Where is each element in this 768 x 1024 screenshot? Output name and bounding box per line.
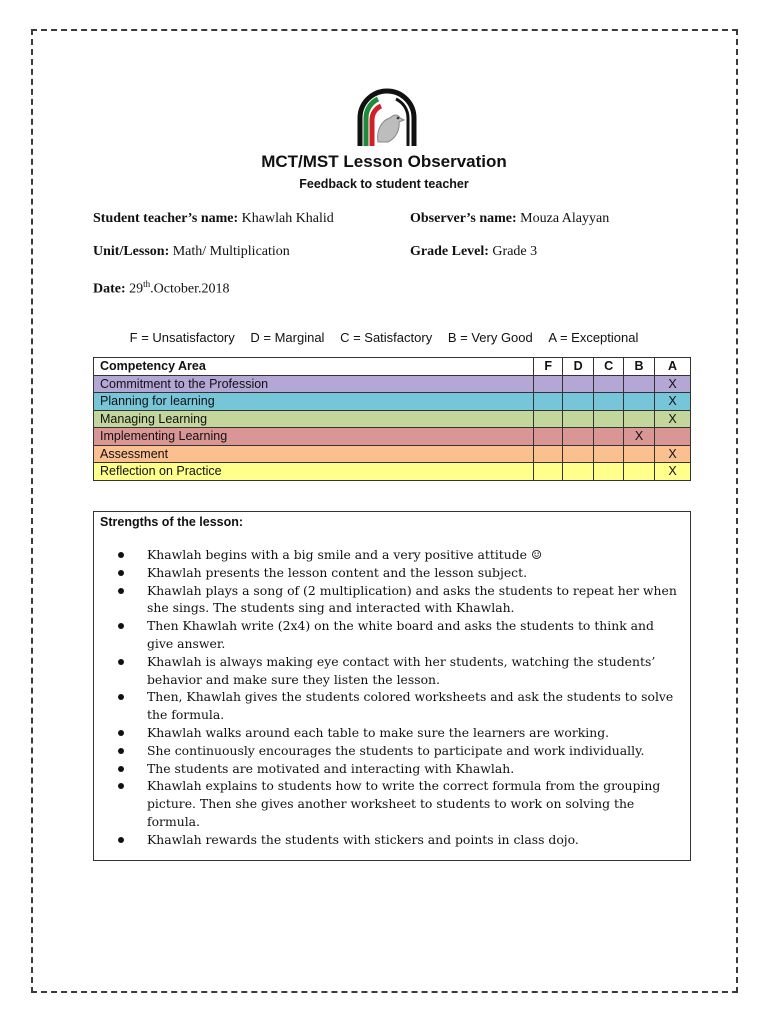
- rating-cell-a: X: [655, 463, 691, 481]
- rating-cell-f: [534, 410, 563, 428]
- list-item: Khawlah presents the lesson content and the lesson subject.: [147, 564, 680, 582]
- date-label: Date:: [93, 281, 126, 297]
- observer-label: Observer’s name:: [410, 211, 517, 226]
- rating-cell-b: X: [624, 428, 655, 446]
- legend-item: C = Satisfactory: [340, 330, 433, 345]
- rating-cell-f: [534, 445, 563, 463]
- legend-item: F = Unsatisfactory: [129, 330, 235, 345]
- table-row: [94, 463, 691, 481]
- competency-area-cell: Assessment: [94, 445, 534, 463]
- table-row: [94, 375, 691, 393]
- rating-cell-d: [563, 375, 594, 393]
- rating-cell-b: [624, 463, 655, 481]
- rating-cell-a: X: [655, 445, 691, 463]
- rating-cell-d: [563, 445, 594, 463]
- date-rest: .October.2018: [150, 281, 230, 297]
- list-item: Khawlah is always making eye contact with her students, watching the students’ behavior and make sure they listen the lesson.: [147, 653, 680, 689]
- legend-item: D = Marginal: [250, 330, 325, 345]
- rating-cell-a: [655, 428, 691, 446]
- date-suffix: th: [143, 279, 151, 289]
- list-item: Khawlah plays a song of (2 multiplication) and asks the students to repeat her when she sings. The students sing and interacted with Khawlah.: [147, 582, 680, 618]
- rating-cell-d: [563, 463, 594, 481]
- list-item: Khawlah rewards the students with stickers and points in class dojo.: [147, 831, 680, 849]
- rating-cell-b: [624, 393, 655, 411]
- header-a: A: [655, 358, 691, 376]
- table-row: [94, 428, 691, 446]
- strengths-box: [93, 511, 691, 861]
- date-day: 29: [129, 281, 144, 297]
- table-row: [94, 410, 691, 428]
- rating-cell-b: [624, 445, 655, 463]
- falcon-logo: [354, 84, 420, 146]
- unit-lesson-field: [93, 244, 290, 260]
- competency-area-cell: Reflection on Practice: [94, 463, 534, 481]
- grade-level-field: [410, 244, 537, 260]
- rating-cell-d: [563, 393, 594, 411]
- rating-legend: [0, 330, 768, 345]
- legend-item: B = Very Good: [447, 330, 533, 345]
- student-teacher-label: Student teacher’s name:: [93, 211, 239, 226]
- rating-cell-d: [563, 410, 594, 428]
- list-item: Khawlah explains to students how to write the correct formula from the grouping picture. Then she gives another worksheet to students to work on solving the formula.: [147, 777, 680, 830]
- unit-lesson-label: Unit/Lesson:: [93, 244, 170, 259]
- rating-cell-c: [594, 393, 624, 411]
- competency-area-cell: Implementing Learning: [94, 428, 534, 446]
- rating-cell-f: [534, 428, 563, 446]
- table-header-row: [94, 358, 691, 376]
- rating-cell-a: X: [655, 410, 691, 428]
- list-item: Then, Khawlah gives the students colored worksheets and ask the students to solve the formula.: [147, 688, 680, 724]
- strengths-heading: Strengths of the lesson:: [100, 515, 244, 529]
- header-f: F: [534, 358, 563, 376]
- header-c: C: [594, 358, 624, 376]
- header-competency-area: Competency Area: [94, 358, 534, 376]
- rating-cell-d: [563, 428, 594, 446]
- grade-level-label: Grade Level:: [410, 244, 489, 259]
- rating-cell-c: [594, 463, 624, 481]
- rating-cell-c: [594, 375, 624, 393]
- rating-cell-f: [534, 463, 563, 481]
- page-title: MCT/MST Lesson Observation: [261, 152, 507, 171]
- table-row: [94, 445, 691, 463]
- table-row: [94, 393, 691, 411]
- competency-area-cell: Planning for learning: [94, 393, 534, 411]
- rating-cell-c: [594, 428, 624, 446]
- rating-cell-c: [594, 445, 624, 463]
- rating-cell-f: [534, 375, 563, 393]
- header-d: D: [563, 358, 594, 376]
- unit-lesson-value: Math/ Multiplication: [172, 244, 290, 259]
- list-item: She continuously encourages the students to participate and work individually.: [147, 742, 680, 760]
- student-teacher-field: [93, 211, 334, 227]
- rating-cell-f: [534, 393, 563, 411]
- student-teacher-value: Khawlah Khalid: [241, 211, 334, 226]
- competency-table: [93, 357, 691, 481]
- competency-area-cell: Managing Learning: [94, 410, 534, 428]
- rating-cell-a: X: [655, 375, 691, 393]
- page-subtitle: Feedback to student teacher: [299, 177, 469, 191]
- date-field: [93, 279, 230, 298]
- observer-value: Mouza Alayyan: [520, 211, 610, 226]
- legend-item: A = Exceptional: [548, 330, 639, 345]
- grade-level-value: Grade 3: [492, 244, 538, 259]
- rating-cell-c: [594, 410, 624, 428]
- rating-cell-b: [624, 375, 655, 393]
- list-item: Khawlah begins with a big smile and a very positive attitude ☺: [147, 546, 680, 564]
- observer-field: [410, 211, 609, 227]
- strengths-list: [94, 546, 690, 849]
- header-b: B: [624, 358, 655, 376]
- list-item: Then Khawlah write (2x4) on the white board and asks the students to think and give answer.: [147, 617, 680, 653]
- competency-area-cell: Commitment to the Profession: [94, 375, 534, 393]
- rating-cell-b: [624, 410, 655, 428]
- list-item: Khawlah walks around each table to make sure the learners are working.: [147, 724, 680, 742]
- rating-cell-a: X: [655, 393, 691, 411]
- list-item: The students are motivated and interacting with Khawlah.: [147, 760, 680, 778]
